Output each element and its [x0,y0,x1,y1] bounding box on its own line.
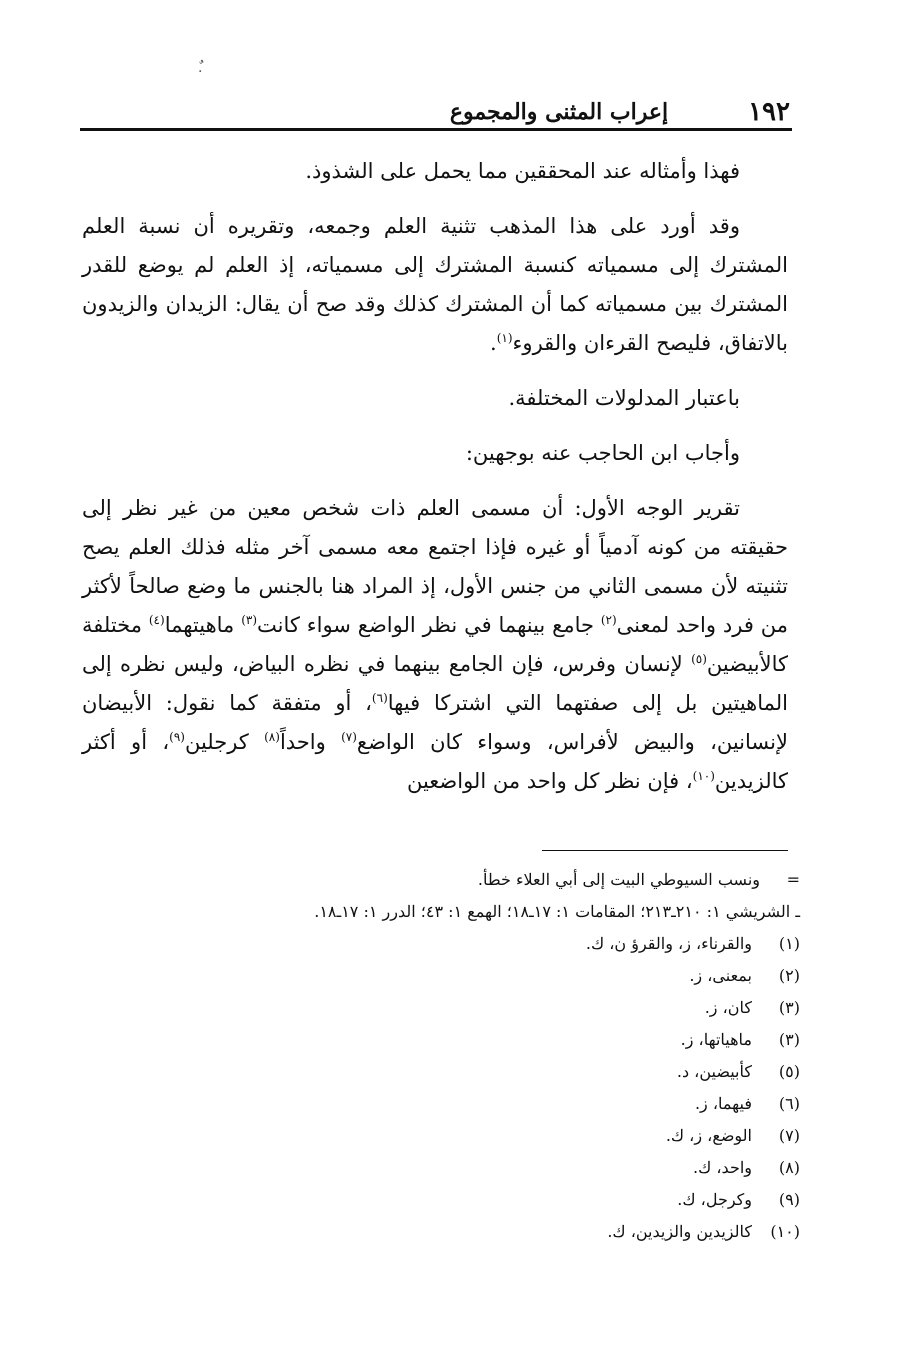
footnote-item [290,1120,800,1152]
paragraph-text: مختلفة كالأبيضين [82,613,788,676]
header-rule [80,128,792,131]
footnote-text: كالزيدين والزيدين، ك. [607,1222,752,1241]
paragraph [82,434,788,473]
footnote-item [290,1088,800,1120]
paragraph-text: كرجلين [184,730,265,754]
footnote-item [290,1024,800,1056]
footnote-number: (٥) [778,1062,800,1081]
footnote-number: (١٠) [770,1222,800,1241]
footnote-text: بمعنى، ز. [689,966,752,985]
paragraph-text: وقد أورد على هذا المذهب تثنية العلم وجمعه، وتقريره أن نسبة العلم المشترك إلى مسمياته كنسبة المشترك إلى مسمياته، إذ العلم لم يوضع للقدر المشترك بين مسمياته كما أن المشترك كذلك وقد صح أن يقال: الزيدان والزيدون بالاتفاق، فليصح القرءان والقروء [82,214,788,355]
footnote-number: (١) [778,934,800,953]
paragraph-text: باعتبار المدلولات المختلفة. [508,386,740,410]
paragraph-text: وأجاب ابن الحاجب عنه بوجهين: [465,441,740,465]
footnote-item [290,1152,800,1184]
footnote-text: وكرجل، ك. [677,1190,752,1209]
footnote-mark: (٥) [691,652,707,666]
footnote-item [290,1216,800,1248]
footnote-mark: (٩) [169,730,185,744]
scan-speck: ٌ. [198,60,203,76]
footnote-number: (٨) [778,1158,800,1177]
paragraph-text: فهذا وأمثاله عند المحققين مما يحمل على الشذوذ. [305,159,740,183]
footnote-mark: (٦) [371,691,388,705]
footnote-text: فيهما، ز. [694,1094,752,1113]
footnote-item [290,992,800,1024]
page-number: ١٩٢ [748,97,790,127]
footnote-text: كأبيضين، د. [676,1062,752,1081]
paragraph [82,489,788,801]
paragraph-text: ، فإن نظر كل واحد من الواضعين [406,769,693,793]
continuation-mark: = [786,870,800,889]
footnote-mark: (٧) [341,730,357,744]
paragraph [82,152,788,191]
footnote-mark: (١٠) [692,769,715,783]
footnote-mark: (٢) [600,613,617,627]
footnote-text: كان، ز. [704,998,752,1017]
footnote-separator [542,850,788,851]
footnote-number: (٢) [778,966,800,985]
paragraph-text: ، أو أكثر كالزيدين [82,730,788,793]
footnote-continuation [290,864,800,896]
footnote-item [290,1056,800,1088]
paragraph-text: واحداً [279,730,342,754]
footnote-number: (٦) [778,1094,800,1113]
running-title: إعراب المثنى والمجموع [449,99,669,125]
page-header [82,96,790,128]
footnote-item [290,928,800,960]
footnote-item [290,1184,800,1216]
footnote-text: ماهياتها، ز. [680,1030,752,1049]
paragraph-text: جامع بينهما في نظر الواضع سواء كانت [257,613,601,637]
paragraph-text: تقرير الوجه الأول: أن مسمى العلم ذات شخص معين من غير نظر إلى حقيقته من كونه آدمياً أو غيره فإذا اجتمع معه مسمى آخر مثله فذلك العلم يصح تثنيته لأن مسمى الثاني من جنس الأول، إذ المراد هنا بالجنس ما وضع صالحاً لأكثر من فرد واحد لمعنى [82,496,788,637]
footnote-text: الوضع، ز، ك. [665,1126,752,1145]
footnote-number: (٩) [778,1190,800,1209]
paragraph-text: ، أو متفقة كما نقول: الأبيضان لإنسانين، والبيض لأفراس، وسواء كان الواضع [82,691,788,754]
paragraph [82,379,788,418]
footnote-number: (٧) [778,1126,800,1145]
footnote-number: (٣) [778,998,800,1017]
footnote-mark: (٤) [148,613,165,627]
footnote-mark: (٨) [264,730,280,744]
paragraph-text: ماهيتهما [164,613,242,637]
paragraph-text: لإنسان وفرس، فإن الجامع بينهما في نظره البياض، وليس نظره إلى الماهيتين بل إلى صفتهما التي اشتركا فيها [82,652,788,715]
footnote-text: والقرناء، ز، والقرؤ ن، ك. [585,934,752,953]
footnote-mark: (٣) [241,613,258,627]
footnote-mark: (١) [496,331,513,345]
footnote-sources: ـ الشريشي ١: ٢١٠ـ٢١٣؛ المقامات ١: ١٧ـ١٨؛ الهمع ١: ٤٣؛ الدرر ١: ١٧ـ١٨. [314,902,800,921]
paragraph: وقد أورد على هذا المذهب تثنية العلم وجمعه، وتقريره أن نسبة العلم المشترك إلى مسمياته كنسبة المشترك إلى مسمياته، إذ العلم لم يوضع للقدر المشترك بين مسمياته كما أن المشترك كذلك وقد صح أن يقال: الزيدان والزيدون بالاتفاق، فليصح القرءان والقروء$^{(١)}$. [82,214,788,355]
footnote-number: (٣) [778,1030,800,1049]
footnotes [290,864,800,1248]
continuation-text: ونسب السيوطي البيت إلى أبي العلاء خطأ. [477,870,760,889]
footnote-item [290,960,800,992]
footnote-text: واحد، ك. [693,1158,752,1177]
main-text [82,152,788,801]
